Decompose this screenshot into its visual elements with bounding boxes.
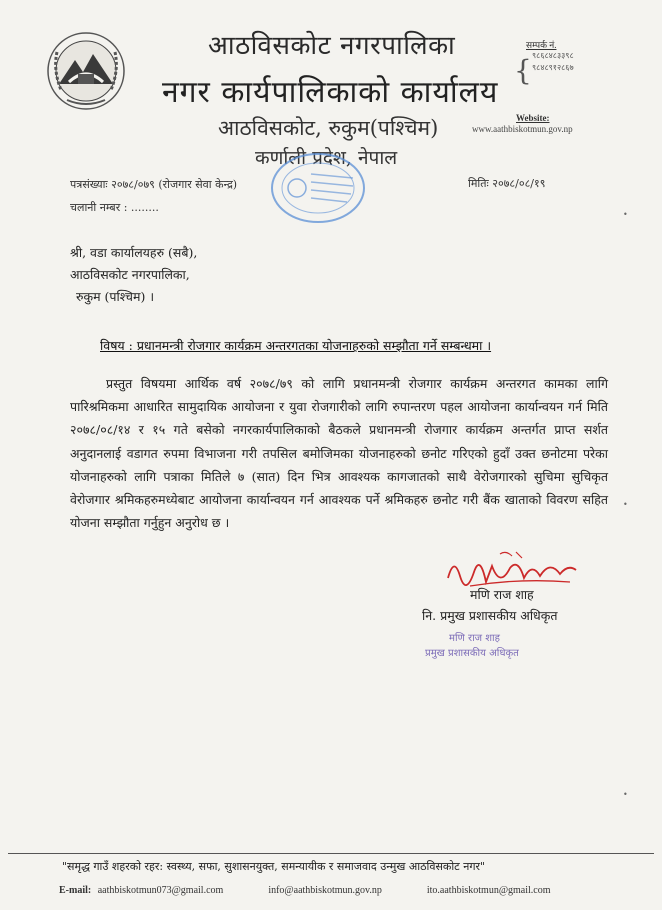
office-stamp-icon xyxy=(267,148,369,228)
office-province: कर्णाली प्रदेश, नेपाल xyxy=(255,147,398,169)
contact-label: सम्पर्क नं. xyxy=(526,40,557,50)
signatory-title: नि. प्रमुख प्रशासकीय अधिकृत xyxy=(422,608,558,623)
website-url[interactable]: www.aathbiskotmun.gov.np xyxy=(472,124,573,134)
recipient-line-2: आठविसकोट नगरपालिका, xyxy=(70,267,190,282)
email-label: E-mail: xyxy=(59,885,92,896)
office-name-municipality: आठविसकोट नगरपालिका xyxy=(208,31,456,61)
recipient-line-1: श्री, वडा कार्यालयहरु (सबै), xyxy=(70,245,198,260)
edge-mark: • xyxy=(623,790,628,799)
brace-glyph: { xyxy=(514,54,532,87)
email-address-2[interactable]: info@aathbiskotmun.gov.np xyxy=(268,885,382,896)
office-location: आठविसकोट, रुकुम(पश्चिम) xyxy=(218,116,439,140)
letter-date: मितिः २०७८/०८/१९ xyxy=(468,177,546,190)
signatory-name: मणि राज शाह xyxy=(470,587,534,602)
letter-body: प्रस्तुत विषयमा आर्थिक वर्ष २०७८/७९ को लागि प्रधानमन्त्री रोजगार कार्यक्रम अन्तरगत कामका लागि पारिश्रमिकमा आधारित सामुदायिक आयोजना र युवा रोजगारीको लागि रुपान्तरण पहल आयोजना कार्यान्वयन गर्न मिति २०७८/०८/१४ र १५ गते बसेको नगरकार्यपालिकाको बैठकले प्रधानमन्त्री रोजगार कार्यक्रम अन्तर्गत प्राप्त सर्शत अनुदानलाई वडागत रुपमा विभाजना गरी तपसिल बमोजिमका योजनाहरुको छनोट गरिएको हुदाँ उक्त छनोटमा परेका योजनाहरुको लागि पत्राका मितिले ७ (सात) दिन भित्र आवश्यक कागजातको साथै वेरोजगारको सुचिमा सुचिकृत वेरोजगार श्रमिकहरुमध्येबाट आयोजना कार्यान्वयन गर्न आवश्यक पर्ने श्रमिकहरु छनोट गरी बैंक खाताको विवरण सहित योजना सम्झौता गर्नुहुन अनुरोध छ । xyxy=(70,376,608,531)
footer-motto: "समृद्ध गाउँ शहरको रहर: स्वस्थ्य, सफा, सुशासनयुक्त, समन्यायीक र समाजवाद उन्मुख आठविसकोट नगर" xyxy=(62,860,486,873)
edge-mark: • xyxy=(623,210,628,219)
website-label: Website: xyxy=(516,113,550,123)
email-address-1[interactable]: aathbiskotmun073@gmail.com xyxy=(97,885,224,896)
phone-number-1: ९८६८४८३३९८ xyxy=(532,51,574,60)
stamp-signatory-title: प्रमुख प्रशासकीय अधिकृत xyxy=(425,648,519,659)
footer-divider xyxy=(8,853,654,854)
reference-number: पत्रसंख्याः २०७८/०७९ (रोजगार सेवा केन्द्र) xyxy=(70,178,238,191)
dispatch-number: चलानी नम्बर : ........ xyxy=(70,201,159,214)
recipient-line-3: रुकुम (पश्चिम) । xyxy=(76,289,155,304)
letter-subject: विषय : प्रधानमन्त्री रोजगार कार्यक्रम अन्तरगतका योजनाहरुको सम्झौता गर्ने सम्बन्धमा । xyxy=(100,338,492,353)
footer-emails xyxy=(59,885,551,896)
office-name-executive: नगर कार्यपालिकाको कार्यालय xyxy=(162,75,499,110)
edge-mark: • xyxy=(623,500,628,509)
stamp-signatory-name: मणि राज शाह xyxy=(449,633,500,644)
phone-number-2: ९८४८९१२८६७ xyxy=(532,63,574,72)
email-address-3[interactable]: ito.aathbiskotmun@gmail.com xyxy=(426,885,551,896)
municipality-emblem-icon xyxy=(45,30,127,112)
